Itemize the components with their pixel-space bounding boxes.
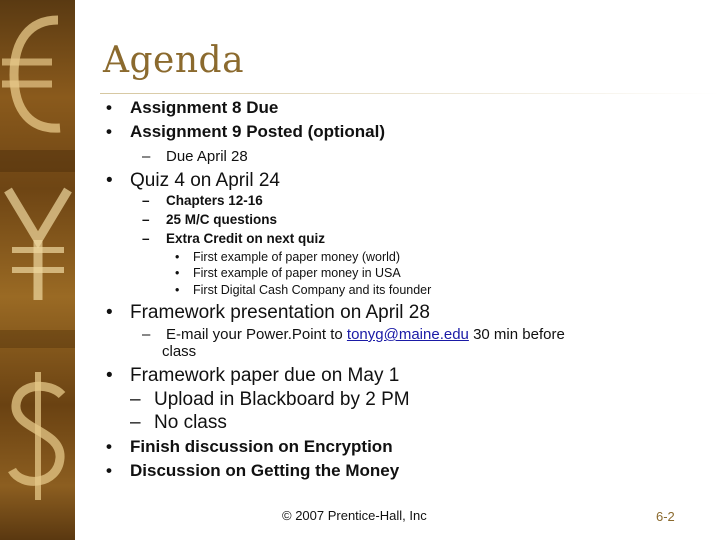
currency-sidebar-image (0, 0, 75, 540)
subsub-paper-money-usa (175, 266, 401, 280)
sub-text: Upload in Blackboard by 2 PM (154, 389, 410, 410)
sub-text: Extra Credit on next quiz (166, 231, 326, 246)
dash-icon: – (130, 389, 141, 410)
slide-title: Agenda (103, 40, 245, 81)
subsub-text: First Digital Cash Company and its founder (193, 283, 432, 297)
sub-no-class (130, 412, 227, 434)
sub-text: Due April 28 (166, 148, 248, 165)
sub-text: E-mail your Power.Point to (166, 326, 343, 343)
page-number: 6-2 (656, 509, 675, 524)
bullet-icon: • (106, 437, 112, 456)
subsub-text: First example of paper money (world) (193, 250, 401, 264)
bullet-encryption (106, 437, 393, 457)
bullet-assignment-9 (106, 122, 385, 142)
bullet-text: Assignment 9 Posted (optional) (130, 122, 386, 141)
bullet-assignment-8 (106, 98, 278, 118)
dash-icon: – (142, 148, 151, 165)
subsub-digital-cash (175, 283, 431, 297)
bullet-icon: • (106, 365, 113, 386)
bullet-icon: • (106, 170, 113, 191)
dash-icon: – (130, 412, 141, 433)
subsub-text: First example of paper money in USA (193, 266, 401, 280)
bullet-framework-paper (106, 365, 399, 387)
dash-icon: – (142, 231, 150, 246)
currency-symbols-graphic (0, 0, 75, 540)
sub-text: 25 M/C questions (166, 212, 278, 227)
bullet-text: Quiz 4 on April 24 (130, 170, 280, 191)
bullet-text: Discussion on Getting the Money (130, 461, 400, 480)
bullet-icon: • (106, 302, 113, 323)
footer-copyright: © 2007 Prentice-Hall, Inc (282, 508, 427, 523)
sub-upload-blackboard (130, 389, 410, 411)
sub-email-wrap: class (162, 343, 197, 360)
sub-text: Chapters 12-16 (166, 193, 263, 208)
sub-chapters (142, 193, 263, 208)
bullet-icon: • (175, 283, 180, 297)
bullet-quiz-4 (106, 170, 280, 192)
sub-extra-credit (142, 231, 325, 246)
subsub-paper-money-world (175, 250, 400, 264)
sub-due-april-28 (142, 148, 248, 165)
bullet-text: Framework presentation on April 28 (130, 302, 430, 323)
bullet-text: Assignment 8 Due (130, 98, 279, 117)
sub-text: No class (154, 412, 227, 433)
bullet-icon: • (175, 266, 180, 280)
dash-icon: – (142, 326, 151, 343)
bullet-icon: • (106, 461, 112, 480)
email-link[interactable]: tonyg@maine.edu (346, 326, 469, 343)
dash-icon: – (142, 193, 150, 208)
bullet-getting-money (106, 461, 399, 481)
sub-text-suffix: 30 min before (473, 326, 565, 343)
bullet-framework-presentation (106, 302, 430, 324)
sub-email-powerpoint (142, 326, 565, 343)
dash-icon: – (142, 212, 150, 227)
bullet-icon: • (175, 250, 180, 264)
sub-mc-questions (142, 212, 277, 227)
bullet-icon: • (106, 98, 112, 117)
bullet-text: Finish discussion on Encryption (130, 437, 393, 456)
bullet-text: Framework paper due on May 1 (130, 365, 400, 386)
bullet-icon: • (106, 122, 112, 141)
title-divider (100, 93, 720, 94)
